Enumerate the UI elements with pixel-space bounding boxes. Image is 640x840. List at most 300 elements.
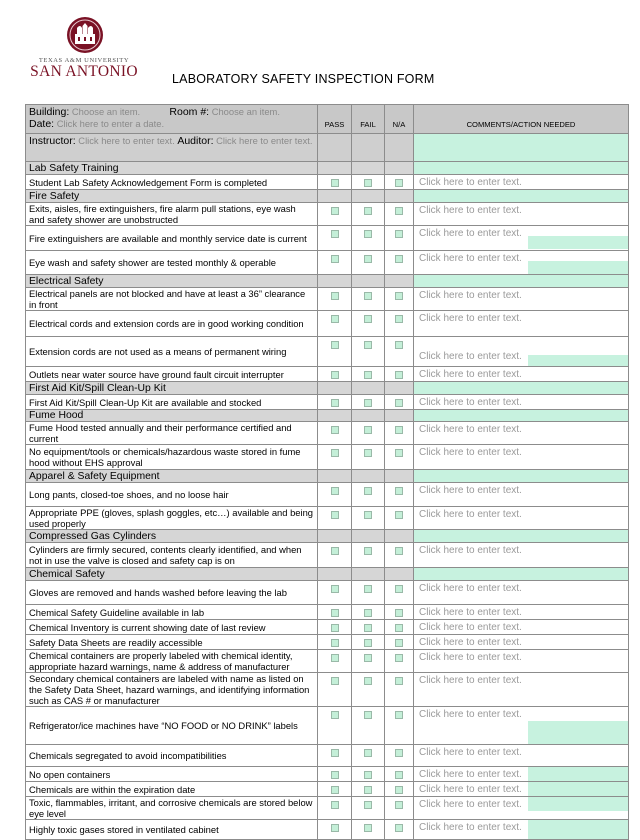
comment-field[interactable]: Click here to enter text. [419,709,522,720]
pass-checkbox[interactable] [331,654,339,662]
comment-cell [414,175,629,190]
na-cell [385,203,414,226]
fail-cell [352,203,385,226]
comment-highlight [528,721,628,745]
inspection-item-row [26,445,629,470]
na-checkbox[interactable] [395,639,403,647]
inspection-item-row [26,175,629,190]
university-name-small: TEXAS A&M UNIVERSITY [38,57,130,64]
fail-column-header: FAIL [352,105,385,134]
pass-checkbox[interactable] [331,179,339,187]
fail-checkbox[interactable] [364,824,372,832]
inspection-item-row [26,605,629,620]
na-cell [385,620,414,635]
room-label: Room #: [169,106,210,118]
na-cell [385,395,414,410]
pass-cell [318,395,352,410]
comment-cell [414,767,629,782]
pass-checkbox[interactable] [331,677,339,685]
inspection-item-row [26,337,629,367]
na-cell [385,707,414,745]
header-spacer [385,134,414,162]
fail-cell [352,251,385,275]
na-cell [385,745,414,767]
fail-checkbox[interactable] [364,341,372,349]
pass-cell [318,605,352,620]
fail-cell [352,175,385,190]
comment-field[interactable]: Click here to enter text. [419,447,522,458]
fail-cell [352,797,385,820]
inspection-table [25,104,629,840]
inspection-item-label: Chemical containers are properly labeled with chemical identity, appropriate hazard warnings, name & address of manufacturer [26,650,318,673]
fail-checkbox[interactable] [364,771,372,779]
comment-field[interactable]: Click here to enter text. [419,607,522,618]
section-title: Electrical Safety [26,275,318,288]
na-checkbox[interactable] [395,749,403,757]
comment-cell [414,605,629,620]
na-cell [385,673,414,707]
comment-field[interactable]: Click here to enter text. [419,290,522,301]
pass-cell [318,620,352,635]
section-comment-highlight [414,530,629,543]
na-cell [385,288,414,311]
comment-cell [414,226,629,251]
fail-checkbox[interactable] [364,487,372,495]
section-title: Fire Safety [26,190,318,203]
comment-field[interactable]: Click here to enter text. [419,747,522,758]
na-cell [385,367,414,382]
comment-cell [414,483,629,507]
inspection-item-label: Chemicals segregated to avoid incompatibilities [26,745,318,767]
section-title: Chemical Safety [26,568,318,581]
comment-field[interactable]: Click here to enter text. [419,369,522,380]
comment-field[interactable]: Click here to enter text. [419,769,522,780]
section-spacer [352,530,385,543]
na-checkbox[interactable] [395,547,403,555]
comment-field[interactable]: Click here to enter text. [419,637,522,648]
na-checkbox[interactable] [395,399,403,407]
na-cell [385,635,414,650]
pass-cell [318,820,352,840]
pass-checkbox[interactable] [331,824,339,832]
inspection-item-label: First Aid Kit/Spill Clean-Up Kit are available and stocked [26,395,318,410]
inspection-item-row [26,650,629,673]
section-spacer [385,470,414,483]
university-logo [24,16,144,78]
inspection-item-label: Fire extinguishers are available and monthly service date is current [26,226,318,251]
na-cell [385,605,414,620]
fail-checkbox[interactable] [364,677,372,685]
section-spacer [352,568,385,581]
comment-cell [414,395,629,410]
section-comment-highlight [414,190,629,203]
pass-checkbox[interactable] [331,711,339,719]
section-spacer [385,275,414,288]
fail-checkbox[interactable] [364,179,372,187]
auditor-label: Auditor: [177,135,214,147]
comment-field[interactable]: Click here to enter text. [419,313,522,324]
inspection-item-label: Chemicals are within the expiration date [26,782,318,797]
inspection-item-row [26,581,629,605]
comment-field[interactable]: Click here to enter text. [419,485,522,496]
pass-cell [318,581,352,605]
comment-field[interactable]: Click here to enter text. [419,253,522,264]
section-title: Compressed Gas Cylinders [26,530,318,543]
inspection-item-label: Chemical Safety Guideline available in lab [26,605,318,620]
inspection-item-row [26,673,629,707]
inspection-item-label: Extension cords are not used as a means of permanent wiring [26,337,318,367]
pass-cell [318,337,352,367]
pass-checkbox[interactable] [331,801,339,809]
section-spacer [318,382,352,395]
pass-checkbox[interactable] [331,609,339,617]
header-info-cell [26,105,318,134]
fail-cell [352,767,385,782]
fail-checkbox[interactable] [364,207,372,215]
section-title: First Aid Kit/Spill Clean-Up Kit [26,382,318,395]
comment-field[interactable]: Click here to enter text. [419,177,522,188]
fail-cell [352,581,385,605]
fail-checkbox[interactable] [364,585,372,593]
section-comment-highlight [414,162,629,175]
inspection-item-label: Long pants, closed-toe shoes, and no loose hair [26,483,318,507]
inspection-item-label: Chemical Inventory is current showing date of last review [26,620,318,635]
fail-checkbox[interactable] [364,624,372,632]
pass-checkbox[interactable] [331,255,339,263]
inspection-item-row [26,767,629,782]
na-checkbox[interactable] [395,677,403,685]
na-checkbox[interactable] [395,255,403,263]
fail-checkbox[interactable] [364,255,372,263]
pass-cell [318,507,352,530]
section-title: Apparel & Safety Equipment [26,470,318,483]
inspection-item-label: Electrical cords and extension cords are in good working condition [26,311,318,337]
fail-checkbox[interactable] [364,371,372,379]
pass-checkbox[interactable] [331,371,339,379]
section-header-row [26,382,629,395]
na-checkbox[interactable] [395,449,403,457]
section-comment-highlight [414,382,629,395]
section-spacer [352,470,385,483]
inspection-item-row [26,707,629,745]
comment-cell [414,707,629,745]
section-header-row [26,568,629,581]
inspection-item-row [26,367,629,382]
na-cell [385,581,414,605]
na-checkbox[interactable] [395,711,403,719]
pass-checkbox[interactable] [331,547,339,555]
section-spacer [352,275,385,288]
section-spacer [385,410,414,422]
inspection-item-label: No equipment/tools or chemicals/hazardous waste stored in fume hood without EHS approval [26,445,318,470]
section-comment-highlight [414,568,629,581]
na-checkbox[interactable] [395,654,403,662]
instructor-field[interactable]: Click here to enter text. [78,135,175,146]
pass-cell [318,226,352,251]
fail-cell [352,288,385,311]
na-checkbox[interactable] [395,801,403,809]
fail-cell [352,445,385,470]
section-header-row [26,162,629,175]
inspection-item-label: Gloves are removed and hands washed before leaving the lab [26,581,318,605]
pass-cell [318,251,352,275]
pass-cell [318,635,352,650]
comment-cell [414,543,629,568]
section-spacer [318,162,352,175]
comment-cell [414,507,629,530]
na-cell [385,483,414,507]
section-header-row [26,190,629,203]
inspection-item-label: Cylinders are firmly secured, contents clearly identified, and when not in use the valve is closed and safety cap is on [26,543,318,568]
inspection-item-row [26,745,629,767]
comment-cell [414,367,629,382]
fail-checkbox[interactable] [364,449,372,457]
building-label: Building: [29,106,70,118]
comment-cell [414,581,629,605]
na-checkbox[interactable] [395,179,403,187]
fail-checkbox[interactable] [364,786,372,794]
pass-cell [318,445,352,470]
comment-cell [414,673,629,707]
section-spacer [318,530,352,543]
fail-cell [352,543,385,568]
inspection-item-row [26,422,629,445]
pass-checkbox[interactable] [331,639,339,647]
section-spacer [318,190,352,203]
building-dropdown[interactable]: Choose an item. [71,106,141,117]
comment-field[interactable]: Click here to enter text. [419,652,522,663]
na-checkbox[interactable] [395,609,403,617]
pass-checkbox[interactable] [331,426,339,434]
comment-cell [414,650,629,673]
na-cell [385,650,414,673]
comment-cell [414,337,629,367]
fail-checkbox[interactable] [364,801,372,809]
fail-checkbox[interactable] [364,547,372,555]
fail-cell [352,605,385,620]
fail-cell [352,507,385,530]
pass-cell [318,203,352,226]
comment-field[interactable]: Click here to enter text. [419,784,522,795]
pass-column-header: PASS [318,105,352,134]
university-name: SAN ANTONIO [30,63,138,80]
fail-cell [352,650,385,673]
fail-checkbox[interactable] [364,749,372,757]
pass-checkbox[interactable] [331,207,339,215]
instructor-auditor-cell [26,134,318,162]
pass-cell [318,650,352,673]
fail-cell [352,745,385,767]
inspection-item-label: Eye wash and safety shower are tested monthly & operable [26,251,318,275]
section-spacer [385,162,414,175]
section-spacer [318,568,352,581]
fail-checkbox[interactable] [364,511,372,519]
inspection-item-row [26,483,629,507]
inspection-item-label: Student Lab Safety Acknowledgement Form is completed [26,175,318,190]
comments-column-header: COMMENTS/ACTION NEEDED [414,105,629,134]
inspection-item-label: Exits, aisles, fire extinguishers, fire alarm pull stations, eye wash and safety shower are unobstructed [26,203,318,226]
na-cell [385,820,414,840]
comment-cell [414,203,629,226]
section-spacer [352,410,385,422]
na-checkbox[interactable] [395,585,403,593]
inspection-item-label: No open containers [26,767,318,782]
pass-checkbox[interactable] [331,341,339,349]
na-cell [385,543,414,568]
header-spacer [318,134,352,162]
fail-cell [352,483,385,507]
pass-checkbox[interactable] [331,771,339,779]
room-dropdown[interactable]: Choose an item. [211,106,280,117]
comment-field[interactable]: Click here to enter text. [419,799,522,810]
comment-cell [414,820,629,840]
pass-checkbox[interactable] [331,315,339,323]
fail-checkbox[interactable] [364,292,372,300]
inspection-item-label: Toxic, flammables, irritant, and corrosive chemicals are stored below eye level [26,797,318,820]
inspection-item-row [26,288,629,311]
na-checkbox[interactable] [395,315,403,323]
comment-cell [414,797,629,820]
section-header-row [26,275,629,288]
fail-checkbox[interactable] [364,711,372,719]
section-header-row [26,530,629,543]
section-spacer [352,190,385,203]
na-checkbox[interactable] [395,511,403,519]
fail-cell [352,337,385,367]
inspection-item-row [26,782,629,797]
comment-field[interactable]: Click here to enter text. [419,351,522,362]
comment-cell [414,620,629,635]
section-spacer [352,382,385,395]
na-cell [385,767,414,782]
comment-field[interactable]: Click here to enter text. [419,424,522,435]
na-checkbox[interactable] [395,341,403,349]
na-checkbox[interactable] [395,207,403,215]
inspection-item-row [26,203,629,226]
pass-cell [318,797,352,820]
fail-cell [352,395,385,410]
na-cell [385,226,414,251]
comment-field[interactable]: Click here to enter text. [419,545,522,556]
pass-cell [318,782,352,797]
comment-field[interactable]: Click here to enter text. [419,228,522,239]
pass-cell [318,767,352,782]
comment-field[interactable]: Click here to enter text. [419,675,522,686]
pass-checkbox[interactable] [331,511,339,519]
na-cell [385,445,414,470]
fail-checkbox[interactable] [364,230,372,238]
na-checkbox[interactable] [395,786,403,794]
inspection-item-label: Appropriate PPE (gloves, splash goggles, etc…) available and being used properly [26,507,318,530]
comment-field[interactable]: Click here to enter text. [419,509,522,520]
section-header-row [26,410,629,422]
section-comment-highlight [414,410,629,422]
section-header-row [26,470,629,483]
section-spacer [385,382,414,395]
pass-checkbox[interactable] [331,749,339,757]
na-checkbox[interactable] [395,771,403,779]
fail-checkbox[interactable] [364,399,372,407]
fail-cell [352,635,385,650]
section-spacer [352,162,385,175]
inspection-item-row [26,226,629,251]
comment-cell [414,311,629,337]
inspection-item-row [26,820,629,840]
pass-checkbox[interactable] [331,487,339,495]
comment-field[interactable]: Click here to enter text. [419,583,522,594]
comment-cell [414,782,629,797]
section-comment-highlight [414,470,629,483]
na-checkbox[interactable] [395,624,403,632]
inspection-item-label: Outlets near water source have ground fault circuit interrupter [26,367,318,382]
na-cell [385,507,414,530]
section-title: Fume Hood [26,410,318,422]
pass-cell [318,311,352,337]
date-field[interactable]: Click here to enter a date. [56,118,165,129]
inspection-item-label: Electrical panels are not blocked and have at least a 36” clearance in front [26,288,318,311]
pass-checkbox[interactable] [331,292,339,300]
na-checkbox[interactable] [395,426,403,434]
comment-cell [414,745,629,767]
na-checkbox[interactable] [395,824,403,832]
inspection-item-row [26,620,629,635]
date-label: Date: [29,118,55,130]
inspection-item-row [26,635,629,650]
fail-checkbox[interactable] [364,654,372,662]
na-cell [385,175,414,190]
pass-checkbox[interactable] [331,449,339,457]
fail-checkbox[interactable] [364,639,372,647]
fail-checkbox[interactable] [364,315,372,323]
inspection-item-row [26,797,629,820]
section-spacer [318,410,352,422]
section-spacer [318,470,352,483]
na-cell [385,311,414,337]
na-checkbox[interactable] [395,292,403,300]
auditor-field[interactable]: Click here to enter text. [216,135,313,146]
pass-cell [318,673,352,707]
fail-checkbox[interactable] [364,609,372,617]
comment-field[interactable]: Click here to enter text. [419,622,522,633]
section-spacer [318,275,352,288]
fail-cell [352,311,385,337]
header-comment-highlight [414,134,629,162]
na-cell [385,422,414,445]
fail-cell [352,707,385,745]
pass-checkbox[interactable] [331,399,339,407]
pass-cell [318,288,352,311]
pass-cell [318,707,352,745]
fail-cell [352,782,385,797]
pass-checkbox[interactable] [331,624,339,632]
pass-checkbox[interactable] [331,585,339,593]
pass-checkbox[interactable] [331,786,339,794]
inspection-item-label: Refrigerator/ice machines have “NO FOOD or NO DRINK” labels [26,707,318,745]
inspection-item-label: Secondary chemical containers are labeled with name as listed on the Safety Data Sheet, hazard warnings, and identifying information such as CAS # or manufacturer [26,673,318,707]
section-spacer [385,190,414,203]
na-checkbox[interactable] [395,371,403,379]
comment-field[interactable]: Click here to enter text. [419,205,522,216]
na-checkbox[interactable] [395,230,403,238]
na-checkbox[interactable] [395,487,403,495]
fail-cell [352,226,385,251]
comment-field[interactable]: Click here to enter text. [419,397,522,408]
comment-field[interactable]: Click here to enter text. [419,822,522,833]
section-title: Lab Safety Training [26,162,318,175]
pass-checkbox[interactable] [331,230,339,238]
fail-checkbox[interactable] [364,426,372,434]
comment-cell [414,288,629,311]
